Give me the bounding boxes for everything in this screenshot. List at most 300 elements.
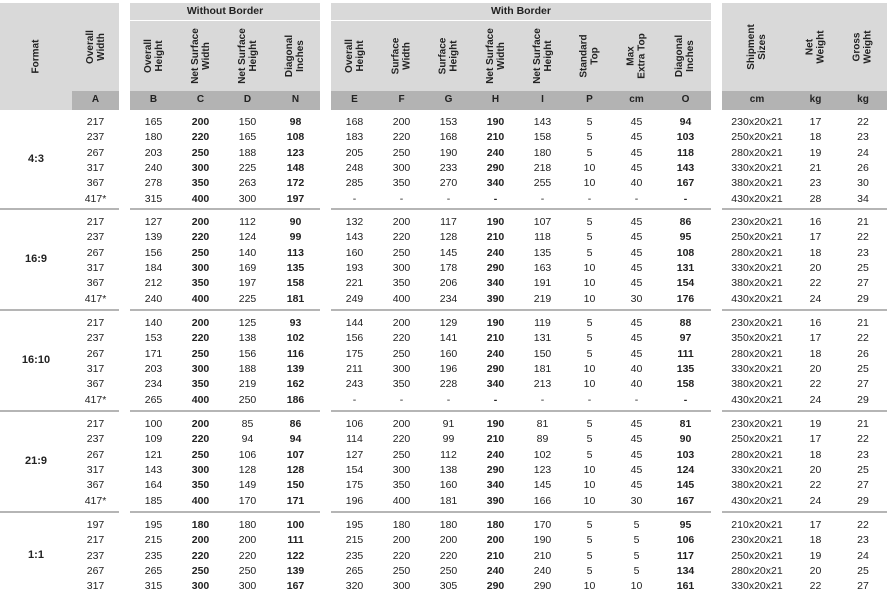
table-cell: 240 <box>533 564 552 577</box>
table-cell: 200 <box>191 418 210 430</box>
table-cell: 167 <box>286 580 305 593</box>
table-cell: 94 <box>679 116 692 128</box>
table-cell: 367 <box>86 177 105 190</box>
table-cell: 300 <box>191 261 210 274</box>
table-cell: 188 <box>238 146 257 159</box>
table-cell: 315 <box>144 192 163 205</box>
table-cell: 221 <box>345 277 364 290</box>
table-cell: 220 <box>238 549 257 562</box>
table-cell: 180 <box>486 519 505 531</box>
table-cell: 250 <box>191 564 210 577</box>
table-cell: 218 <box>533 161 552 174</box>
column-header-label: Net Weight <box>804 30 827 64</box>
table-cell: 267 <box>86 146 105 159</box>
table-cell: 24 <box>857 549 869 562</box>
table-cell: 30 <box>630 494 643 507</box>
table-cell: 81 <box>679 418 692 430</box>
table-cell: 23 <box>857 448 869 461</box>
table-cell: 217 <box>86 317 105 329</box>
table-cell: 167 <box>676 177 695 190</box>
table-cell: 200 <box>392 534 411 547</box>
table-cell: 20 <box>809 362 822 375</box>
table-cell: 134 <box>676 564 695 577</box>
table-cell: 29 <box>857 494 869 507</box>
table-cell: 210 <box>486 231 505 244</box>
table-cell: 103 <box>676 131 695 144</box>
table-cell: 45 <box>630 216 643 228</box>
table-cell: 22 <box>809 479 822 492</box>
table-cell: 169 <box>238 261 257 274</box>
table-cell: 215 <box>144 534 163 547</box>
table-cell: 270 <box>439 177 458 190</box>
table-cell: 220 <box>191 549 210 562</box>
table-cell: 240 <box>486 448 505 461</box>
table-cell: 193 <box>345 261 364 274</box>
table-cell: 290 <box>486 362 505 375</box>
table-cell: 417* <box>84 393 107 406</box>
column-header-label: Net Surface Width <box>189 28 212 84</box>
table-cell: 90 <box>679 433 692 446</box>
table-cell: 143 <box>144 463 163 476</box>
table-cell: 215 <box>345 534 364 547</box>
table-cell: 45 <box>630 332 643 345</box>
table-cell: - <box>540 192 545 205</box>
table-cell: 140 <box>238 246 257 259</box>
table-cell: 250 <box>392 146 411 159</box>
column-subheader-overall_width: A <box>72 91 119 110</box>
table-cell: 180 <box>238 519 257 531</box>
table-cell: 112 <box>440 448 457 461</box>
table-cell: 10 <box>583 580 596 593</box>
table-cell: 163 <box>533 261 552 274</box>
table-cell: 265 <box>345 564 364 577</box>
table-cell: 26 <box>857 161 869 174</box>
column-subheader-wb_net_surface_width: H <box>472 91 519 110</box>
table-cell: 160 <box>345 246 364 259</box>
table-cell: 263 <box>238 177 257 190</box>
table-cell: 124 <box>676 463 695 476</box>
table-cell: 20 <box>809 261 822 274</box>
table-cell: 230x20x21 <box>731 418 783 430</box>
table-cell: 317 <box>86 161 105 174</box>
table-cell: 300 <box>191 161 210 174</box>
table-cell: 138 <box>238 332 257 345</box>
table-cell: 300 <box>238 580 257 593</box>
table-cell: 127 <box>144 216 163 228</box>
column-subheader-wo_diagonal_inches: N <box>271 91 320 110</box>
table-cell: 210 <box>486 549 505 562</box>
table-cell: 290 <box>486 463 505 476</box>
table-cell: 367 <box>86 378 105 391</box>
table-cell: 228 <box>439 378 458 391</box>
table-cell: 148 <box>286 161 305 174</box>
table-cell: 128 <box>286 463 305 476</box>
table-cell: 181 <box>533 362 552 375</box>
table-cell: 250 <box>392 347 411 360</box>
table-cell: 138 <box>439 463 458 476</box>
table-cell: 81 <box>536 418 549 430</box>
table-cell: 220 <box>439 549 458 562</box>
table-cell: 20 <box>809 463 822 476</box>
table-cell: 390 <box>486 292 505 305</box>
table-cell: - <box>683 192 688 205</box>
table-cell: 250x20x21 <box>731 131 783 144</box>
column-header-overall_width <box>72 3 119 91</box>
table-cell: 161 <box>676 580 695 593</box>
table-cell: 210 <box>486 131 505 144</box>
column-header-wo_net_surface_height <box>224 21 271 91</box>
table-cell: 118 <box>534 231 551 244</box>
table-cell: 10 <box>583 362 596 375</box>
table-cell: - <box>446 192 451 205</box>
table-cell: 237 <box>86 433 105 446</box>
table-cell: 200 <box>486 534 505 547</box>
column-subheader-wo_net_surface_width: C <box>177 91 224 110</box>
table-cell: 400 <box>191 393 210 406</box>
section-divider <box>0 309 887 311</box>
table-cell: 237 <box>86 131 105 144</box>
table-cell: 143 <box>676 161 695 174</box>
table-cell: 140 <box>144 317 163 329</box>
table-cell: 107 <box>533 216 552 228</box>
table-cell: 330x20x21 <box>731 362 783 375</box>
table-cell: 200 <box>191 216 210 228</box>
table-cell: 17 <box>809 116 822 128</box>
table-cell: 5 <box>633 534 640 547</box>
table-cell: 19 <box>809 146 822 159</box>
table-cell: - <box>399 393 404 406</box>
table-cell: 400 <box>191 292 210 305</box>
table-cell: - <box>493 192 498 205</box>
table-cell: 330x20x21 <box>731 161 783 174</box>
table-cell: 16 <box>809 317 822 329</box>
table-cell: 24 <box>857 146 869 159</box>
table-cell: 350x20x21 <box>731 332 783 345</box>
table-cell: 200 <box>392 418 411 430</box>
table-cell: 200 <box>392 216 411 228</box>
table-cell: 190 <box>533 534 552 547</box>
table-cell: 240 <box>144 161 163 174</box>
table-cell: 23 <box>857 534 869 547</box>
table-cell: 367 <box>86 277 105 290</box>
table-cell: 300 <box>191 580 210 593</box>
table-cell: 203 <box>144 146 163 159</box>
table-cell: 98 <box>289 116 302 128</box>
column-header-max_extra_top <box>613 21 660 91</box>
table-cell: 300 <box>392 580 411 593</box>
section-divider <box>0 410 887 412</box>
column-header-wo_net_surface_width <box>177 21 224 91</box>
table-cell: 230x20x21 <box>731 534 783 547</box>
table-cell: 350 <box>191 378 210 391</box>
table-cell: 176 <box>676 292 695 305</box>
table-cell: 21 <box>857 418 869 430</box>
table-cell: 5 <box>586 317 593 329</box>
table-cell: 330x20x21 <box>731 463 783 476</box>
column-header-wb_surface_width <box>378 21 425 91</box>
table-cell: 180 <box>533 146 552 159</box>
table-cell: 250 <box>238 393 257 406</box>
table-cell: 267 <box>86 246 105 259</box>
table-cell: 175 <box>345 347 364 360</box>
table-cell: 196 <box>345 494 364 507</box>
table-cell: 5 <box>586 433 593 446</box>
table-cell: 320 <box>345 580 364 593</box>
table-cell: 200 <box>191 116 210 128</box>
table-cell: 250 <box>191 448 210 461</box>
table-cell: 22 <box>857 519 869 531</box>
table-cell: 135 <box>286 261 305 274</box>
table-cell: 156 <box>345 332 364 345</box>
table-cell: 243 <box>345 378 364 391</box>
table-cell: 28 <box>809 192 822 205</box>
table-cell: - <box>587 393 592 406</box>
table-cell: 99 <box>442 433 455 446</box>
table-cell: 5 <box>586 534 593 547</box>
table-cell: 220 <box>392 433 411 446</box>
table-cell: 237 <box>86 549 105 562</box>
table-cell: 380x20x21 <box>731 277 783 290</box>
table-cell: 181 <box>286 292 305 305</box>
table-cell: 45 <box>630 317 643 329</box>
table-cell: 21 <box>809 161 822 174</box>
table-cell: 86 <box>679 216 692 228</box>
table-cell: 210 <box>533 549 552 562</box>
column-subheader-wb_surface_width: F <box>378 91 425 110</box>
table-cell: 350 <box>392 177 411 190</box>
table-cell: 24 <box>809 292 822 305</box>
table-cell: 97 <box>679 332 692 345</box>
table-cell: 330x20x21 <box>731 580 783 593</box>
table-cell: 290 <box>486 580 505 593</box>
table-cell: 234 <box>439 292 458 305</box>
table-cell: 430x20x21 <box>731 192 783 205</box>
table-cell: 300 <box>191 362 210 375</box>
table-cell: 181 <box>439 494 458 507</box>
table-cell: 190 <box>486 317 505 329</box>
table-cell: 417* <box>84 292 107 305</box>
table-cell: 143 <box>533 116 552 128</box>
table-cell: 88 <box>679 317 692 329</box>
column-header-label: Net Surface Height <box>236 28 259 84</box>
table-cell: 400 <box>392 292 411 305</box>
table-cell: 118 <box>677 146 694 159</box>
table-cell: 300 <box>238 192 257 205</box>
table-cell: 30 <box>857 177 869 190</box>
table-cell: 240 <box>486 246 505 259</box>
table-cell: 117 <box>440 216 457 228</box>
column-subheader-net_weight: kg <box>792 91 839 110</box>
table-cell: 212 <box>144 277 163 290</box>
table-cell: 430x20x21 <box>731 292 783 305</box>
table-cell: 317 <box>86 580 105 593</box>
group-title-with-border: With Border <box>491 5 551 17</box>
table-cell: 217 <box>86 116 105 128</box>
table-cell: 240 <box>144 292 163 305</box>
table-cell: 45 <box>630 433 643 446</box>
format-label: 16:10 <box>21 354 51 367</box>
table-cell: 23 <box>857 246 869 259</box>
table-cell: 135 <box>533 246 552 259</box>
table-cell: 195 <box>144 519 163 531</box>
column-header-label: Gross Weight <box>852 30 874 64</box>
table-cell: 197 <box>238 277 257 290</box>
table-cell: 220 <box>191 433 210 446</box>
table-cell: 18 <box>809 347 822 360</box>
column-header-label: Standard Top <box>578 34 601 78</box>
table-cell: 200 <box>392 116 411 128</box>
section-divider <box>0 511 887 513</box>
table-cell: 290 <box>486 161 505 174</box>
table-cell: 113 <box>287 246 304 259</box>
table-cell: 280x20x21 <box>731 448 783 461</box>
table-cell: 119 <box>534 317 551 329</box>
table-cell: 17 <box>809 332 822 345</box>
table-cell: 18 <box>809 246 822 259</box>
table-cell: 128 <box>439 231 458 244</box>
table-cell: 400 <box>191 192 210 205</box>
column-header-label: Net Surface Width <box>484 28 507 84</box>
table-cell: 117 <box>677 549 694 562</box>
table-cell: 417* <box>84 494 107 507</box>
table-cell: 166 <box>533 494 552 507</box>
format-label: 21:9 <box>24 455 48 468</box>
table-cell: 220 <box>191 231 210 244</box>
column-header-label: Surface Width <box>390 37 413 75</box>
column-subheader-wb_overall_height: E <box>331 91 378 110</box>
table-cell: 94 <box>241 433 254 446</box>
table-cell: 168 <box>345 116 364 128</box>
column-header-label: Diagonal Inches <box>674 34 697 78</box>
table-cell: 233 <box>439 161 458 174</box>
table-cell: 250 <box>191 146 210 159</box>
table-cell: 240 <box>486 146 505 159</box>
table-cell: 106 <box>345 418 364 430</box>
table-cell: 154 <box>345 463 364 476</box>
table-cell: 162 <box>286 378 305 391</box>
table-cell: 250x20x21 <box>731 433 783 446</box>
table-cell: 21 <box>857 216 869 228</box>
table-cell: 22 <box>857 231 869 244</box>
table-cell: 213 <box>533 378 552 391</box>
table-cell: 150 <box>238 116 257 128</box>
table-cell: 195 <box>345 519 364 531</box>
table-cell: 171 <box>144 347 163 360</box>
table-cell: 10 <box>630 580 643 593</box>
table-cell: 40 <box>630 362 643 375</box>
table-cell: 10 <box>583 261 596 274</box>
table-cell: 18 <box>809 534 822 547</box>
table-cell: 267 <box>86 448 105 461</box>
table-cell: 250 <box>191 246 210 259</box>
table-cell: - <box>634 393 639 406</box>
table-cell: 5 <box>586 564 593 577</box>
table-cell: 111 <box>677 347 694 360</box>
table-cell: 139 <box>144 231 163 244</box>
table-cell: 5 <box>586 347 593 360</box>
table-cell: 317 <box>86 261 105 274</box>
table-cell: 27 <box>857 479 869 492</box>
table-cell: 330x20x21 <box>731 261 783 274</box>
table-cell: 109 <box>144 433 163 446</box>
table-cell: 121 <box>144 448 163 461</box>
table-cell: 29 <box>857 292 869 305</box>
table-cell: 93 <box>289 317 302 329</box>
table-cell: 217 <box>86 418 105 430</box>
column-header-label: Format <box>30 39 42 74</box>
table-cell: 340 <box>486 378 505 391</box>
table-cell: 350 <box>191 177 210 190</box>
column-subheader-gross_weight: kg <box>839 91 887 110</box>
table-cell: - <box>493 393 498 406</box>
table-cell: 206 <box>439 277 458 290</box>
table-cell: 34 <box>857 192 869 205</box>
table-cell: 160 <box>439 347 458 360</box>
table-cell: - <box>446 393 451 406</box>
table-cell: 158 <box>286 277 305 290</box>
table-cell: 340 <box>486 277 505 290</box>
table-cell: 45 <box>630 246 643 259</box>
table-cell: 17 <box>809 433 822 446</box>
table-cell: 150 <box>286 479 305 492</box>
table-cell: 249 <box>345 292 364 305</box>
table-cell: 197 <box>86 519 105 531</box>
table-cell: 153 <box>144 332 163 345</box>
table-cell: 124 <box>238 231 257 244</box>
column-subheader-wb_surface_height: G <box>425 91 472 110</box>
column-header-wb_surface_height <box>425 21 472 91</box>
table-cell: 24 <box>809 393 822 406</box>
table-cell: 210 <box>486 332 505 345</box>
table-cell: 5 <box>586 519 593 531</box>
table-cell: 171 <box>286 494 305 507</box>
table-cell: 190 <box>486 216 505 228</box>
table-cell: 111 <box>287 534 304 547</box>
table-cell: 184 <box>144 261 163 274</box>
table-cell: 158 <box>676 378 695 391</box>
table-cell: 27 <box>857 580 869 593</box>
table-cell: 196 <box>439 362 458 375</box>
table-cell: 210 <box>486 433 505 446</box>
table-cell: 89 <box>536 433 549 446</box>
table-cell: 188 <box>238 362 257 375</box>
group-gap <box>711 3 722 604</box>
table-cell: 230x20x21 <box>731 116 783 128</box>
table-cell: 237 <box>86 231 105 244</box>
table-cell: 203 <box>144 362 163 375</box>
table-cell: 45 <box>630 131 643 144</box>
table-cell: 156 <box>144 246 163 259</box>
table-cell: 102 <box>533 448 552 461</box>
table-cell: 178 <box>439 261 458 274</box>
table-cell: 280x20x21 <box>731 146 783 159</box>
column-header-wo_overall_height <box>130 21 177 91</box>
table-cell: 5 <box>586 332 593 345</box>
table-cell: 250x20x21 <box>731 549 783 562</box>
table-cell: 123 <box>286 146 305 159</box>
table-cell: 5 <box>633 519 640 531</box>
table-cell: 141 <box>439 332 458 345</box>
table-cell: 300 <box>392 261 411 274</box>
table-cell: 154 <box>676 277 695 290</box>
table-cell: 290 <box>533 580 552 593</box>
table-cell: 265 <box>144 564 163 577</box>
table-cell: 267 <box>86 347 105 360</box>
table-cell: 235 <box>345 549 364 562</box>
table-cell: 250 <box>392 448 411 461</box>
column-header-label: Overall Height <box>343 39 366 73</box>
table-cell: 350 <box>392 479 411 492</box>
